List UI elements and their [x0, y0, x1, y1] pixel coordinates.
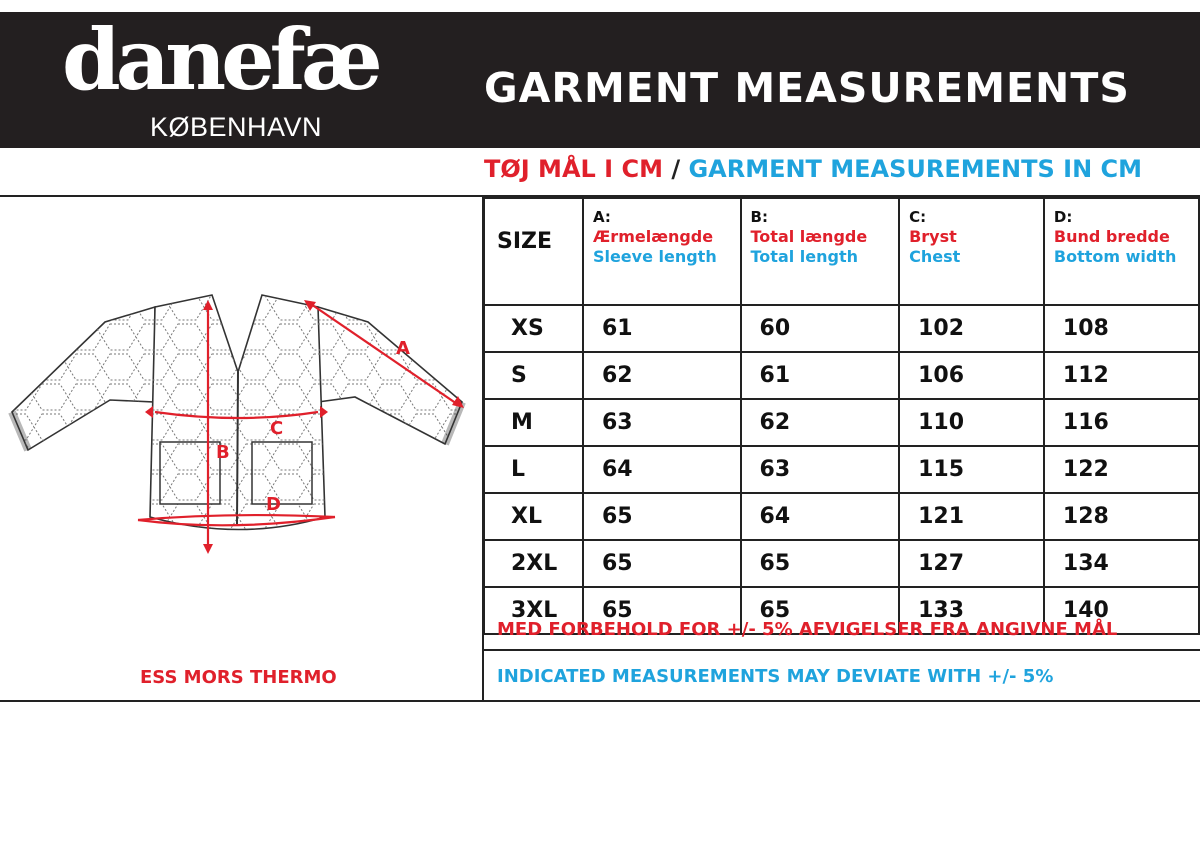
size-label: L — [484, 446, 583, 493]
chest-value: 115 — [899, 446, 1044, 493]
sleeve-length-value: 63 — [583, 399, 741, 446]
total-length-value: 61 — [741, 352, 900, 399]
table-row — [484, 446, 1199, 493]
total-length-value: 65 — [741, 587, 900, 634]
sleeve-length-value: 65 — [583, 587, 741, 634]
total-length-value: 64 — [741, 493, 900, 540]
column-header-d: D: Bund bredde Bottom width — [1044, 198, 1199, 305]
brand-logo: danefæ — [62, 10, 378, 109]
subheading — [484, 155, 1142, 183]
tolerance-note-danish: MED FORBEHOLD FOR +/- 5% AFVIGELSER FRA ANGIVNE MÅL — [497, 619, 1118, 640]
size-label: XL — [484, 493, 583, 540]
bottom-width-value: 122 — [1044, 446, 1199, 493]
size-label: 2XL — [484, 540, 583, 587]
bottom-width-value: 140 — [1044, 587, 1199, 634]
subheading-separator: / — [671, 155, 681, 183]
size-label: 3XL — [484, 587, 583, 634]
bottom-width-value: 128 — [1044, 493, 1199, 540]
chest-value: 133 — [899, 587, 1044, 634]
page-title: GARMENT MEASUREMENTS — [484, 64, 1130, 112]
table-header-row — [484, 198, 1199, 305]
table-row — [484, 493, 1199, 540]
chest-value: 110 — [899, 399, 1044, 446]
size-label: XS — [484, 305, 583, 352]
garment-diagram — [0, 262, 480, 562]
table-row — [484, 352, 1199, 399]
bottom-width-value: 112 — [1044, 352, 1199, 399]
model-name: ESS MORS THERMO — [140, 667, 337, 688]
column-header-b: B: Total længde Total length — [741, 198, 900, 305]
sleeve-length-value: 62 — [583, 352, 741, 399]
table-row — [484, 540, 1199, 587]
bottom-width-value: 108 — [1044, 305, 1199, 352]
size-label: M — [484, 399, 583, 446]
column-header-c: C: Bryst Chest — [899, 198, 1044, 305]
table-row — [484, 305, 1199, 352]
note-divider — [483, 649, 1200, 651]
header-banner — [0, 12, 1200, 148]
bottom-width-value: 134 — [1044, 540, 1199, 587]
total-length-value: 62 — [741, 399, 900, 446]
chest-value: 106 — [899, 352, 1044, 399]
label-c: C — [270, 418, 284, 439]
subheading-danish: TØJ MÅL I CM — [484, 155, 663, 183]
sleeve-length-value: 64 — [583, 446, 741, 493]
table-row — [484, 399, 1199, 446]
size-label: S — [484, 352, 583, 399]
chest-value: 121 — [899, 493, 1044, 540]
bottom-width-value: 116 — [1044, 399, 1199, 446]
total-length-value: 65 — [741, 540, 900, 587]
total-length-value: 63 — [741, 446, 900, 493]
sleeve-length-value: 65 — [583, 540, 741, 587]
size-table — [483, 197, 1200, 635]
total-length-value: 60 — [741, 305, 900, 352]
size-column-header: SIZE — [484, 198, 583, 305]
zipper — [237, 372, 238, 524]
tolerance-note-english: INDICATED MEASUREMENTS MAY DEVIATE WITH +/- 5% — [497, 666, 1054, 687]
sleeve-length-value: 65 — [583, 493, 741, 540]
label-d: D — [266, 494, 281, 515]
label-a: A — [396, 338, 410, 359]
sleeve-length-value: 61 — [583, 305, 741, 352]
label-b: B — [216, 442, 230, 463]
subheading-english: GARMENT MEASUREMENTS IN CM — [688, 155, 1143, 183]
brand-city: KØBENHAVN — [150, 112, 323, 142]
chest-value: 102 — [899, 305, 1044, 352]
column-header-a: A: Ærmelængde Sleeve length — [583, 198, 741, 305]
chest-value: 127 — [899, 540, 1044, 587]
